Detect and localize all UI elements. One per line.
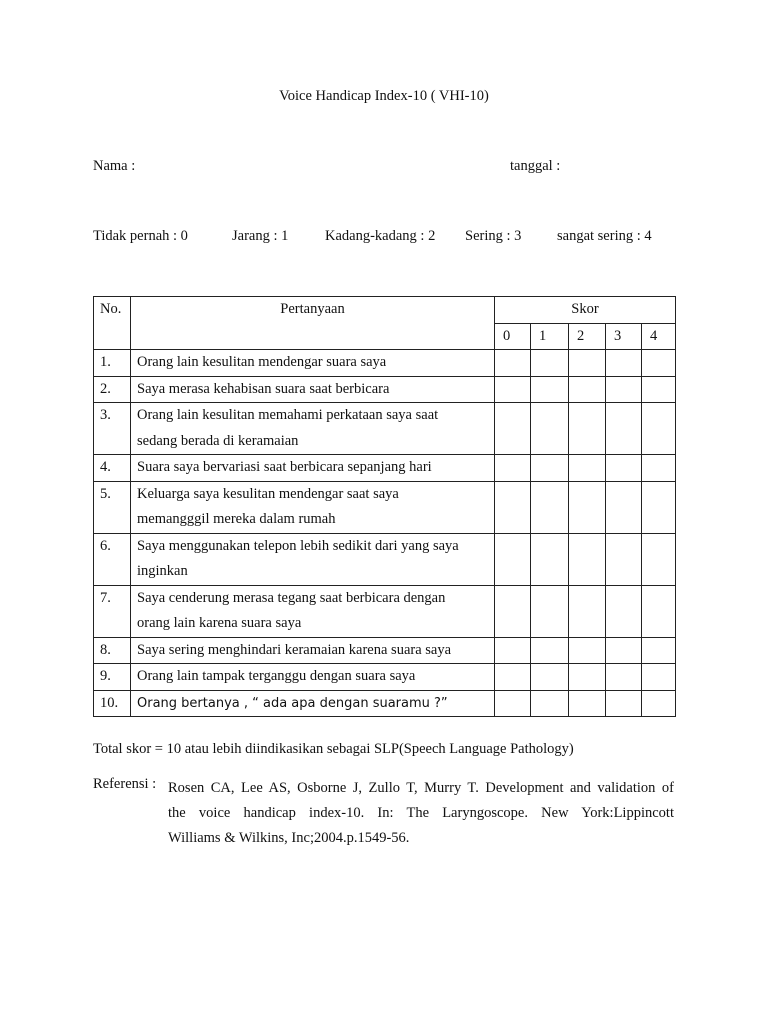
- score-cell-4[interactable]: [642, 455, 676, 482]
- question-number: 1.: [94, 350, 131, 377]
- score-cell-0[interactable]: [495, 690, 531, 717]
- header-no: No.: [94, 297, 131, 350]
- table-row: [94, 403, 676, 455]
- question-text: [131, 585, 495, 637]
- score-cell-1[interactable]: [531, 690, 569, 717]
- question-text: [131, 350, 495, 377]
- score-cell-1[interactable]: [531, 403, 569, 455]
- score-cell-0[interactable]: [495, 481, 531, 533]
- score-cell-3[interactable]: [606, 664, 642, 691]
- score-cell-0[interactable]: [495, 585, 531, 637]
- score-cell-3[interactable]: [606, 376, 642, 403]
- table-row: [94, 585, 676, 637]
- question-line: Saya cenderung merasa tegang saat berbicara dengan: [137, 589, 446, 606]
- score-cell-2[interactable]: [569, 455, 606, 482]
- table-row: [94, 455, 676, 482]
- table-row: [94, 533, 676, 585]
- score-cell-1[interactable]: [531, 664, 569, 691]
- question-number: 5.: [94, 481, 131, 533]
- scale-item-3: Sering : 3: [465, 228, 522, 244]
- score-cell-2[interactable]: [569, 376, 606, 403]
- score-cell-0[interactable]: [495, 455, 531, 482]
- question-number: 3.: [94, 403, 131, 455]
- score-cell-1[interactable]: [531, 585, 569, 637]
- score-cell-2[interactable]: [569, 350, 606, 377]
- question-line: Orang lain kesulitan memahami perkataan saya saat: [137, 407, 439, 423]
- question-line: Saya merasa kehabisan suara saat berbicara: [137, 380, 390, 397]
- score-cell-1[interactable]: [531, 455, 569, 482]
- score-cell-4[interactable]: [642, 585, 676, 637]
- score-cell-4[interactable]: [642, 637, 676, 664]
- score-cell-4[interactable]: [642, 350, 676, 377]
- score-cell-3[interactable]: [606, 455, 642, 482]
- score-cell-4[interactable]: [642, 481, 676, 533]
- name-field-label: Nama :: [93, 158, 136, 174]
- question-number: 10.: [94, 690, 131, 717]
- score-cell-2[interactable]: [569, 403, 606, 455]
- table-row: [94, 350, 676, 377]
- score-header-4: 4: [642, 323, 676, 350]
- score-cell-4[interactable]: [642, 403, 676, 455]
- reference-line-2: the voice handicap index-10. In: The Laryngoscope. New York:Lippincott: [168, 805, 674, 821]
- question-number: 9.: [94, 664, 131, 691]
- score-cell-4[interactable]: [642, 664, 676, 691]
- question-text: [131, 481, 495, 533]
- score-cell-0[interactable]: [495, 403, 531, 455]
- score-cell-2[interactable]: [569, 585, 606, 637]
- total-score-note: Total skor = 10 atau lebih diindikasikan sebagai SLP(Speech Language Pathology): [93, 741, 574, 757]
- question-line: Saya sering menghindari keramaian karena suara saya: [137, 641, 452, 658]
- question-text: [131, 664, 495, 691]
- question-text: [131, 376, 495, 403]
- table-row: [94, 376, 676, 403]
- question-line: orang lain karena suara saya: [137, 615, 302, 631]
- score-cell-2[interactable]: [569, 481, 606, 533]
- score-cell-3[interactable]: [606, 403, 642, 455]
- question-text: [131, 533, 495, 585]
- table-row: [94, 637, 676, 664]
- question-line: sedang berada di keramaian: [137, 432, 299, 449]
- question-line: Saya menggunakan telepon lebih sedikit dari yang saya: [137, 537, 459, 554]
- score-cell-2[interactable]: [569, 690, 606, 717]
- score-cell-4[interactable]: [642, 376, 676, 403]
- question-line: inginkan: [137, 563, 188, 579]
- question-line: Keluarga saya kesulitan mendengar saat saya: [137, 485, 399, 502]
- reference-label: Referensi :: [93, 776, 157, 792]
- reference-line-1: Rosen CA, Lee AS, Osborne J, Zullo T, Murry T. Development and validation of: [168, 780, 674, 796]
- scale-item-2: Kadang-kadang : 2: [325, 228, 436, 244]
- score-cell-3[interactable]: [606, 690, 642, 717]
- score-cell-1[interactable]: [531, 533, 569, 585]
- question-number: 2.: [94, 376, 131, 403]
- question-line: Suara saya bervariasi saat berbicara sepanjang hari: [137, 459, 432, 475]
- score-header-2: 2: [569, 323, 606, 350]
- scale-item-0: Tidak pernah : 0: [93, 228, 188, 244]
- question-number: 4.: [94, 455, 131, 482]
- score-cell-3[interactable]: [606, 585, 642, 637]
- questionnaire-table: [93, 296, 676, 717]
- score-cell-4[interactable]: [642, 533, 676, 585]
- question-line: memangggil mereka dalam rumah: [137, 511, 336, 527]
- table-row: [94, 690, 676, 717]
- score-header-3: 3: [606, 323, 642, 350]
- score-cell-0[interactable]: [495, 533, 531, 585]
- score-header-1: 1: [531, 323, 569, 350]
- question-text: [131, 637, 495, 664]
- header-score: Skor: [495, 297, 676, 324]
- question-text: [131, 690, 495, 717]
- score-cell-1[interactable]: [531, 350, 569, 377]
- score-cell-3[interactable]: [606, 533, 642, 585]
- question-text: [131, 403, 495, 455]
- question-number: 7.: [94, 585, 131, 637]
- scale-item-1: Jarang : 1: [232, 228, 289, 244]
- score-cell-0[interactable]: [495, 376, 531, 403]
- score-cell-3[interactable]: [606, 350, 642, 377]
- document-title: Voice Handicap Index-10 ( VHI-10): [279, 88, 489, 104]
- question-line: Orang bertanya , “ ada apa dengan suaramu ?”: [137, 695, 448, 711]
- score-cell-0[interactable]: [495, 664, 531, 691]
- table-row: [94, 664, 676, 691]
- score-cell-1[interactable]: [531, 481, 569, 533]
- question-number: 8.: [94, 637, 131, 664]
- score-cell-0[interactable]: [495, 637, 531, 664]
- score-cell-2[interactable]: [569, 637, 606, 664]
- question-text: [131, 455, 495, 482]
- table-row: [94, 481, 676, 533]
- score-cell-3[interactable]: [606, 481, 642, 533]
- scale-item-4: sangat sering : 4: [557, 228, 652, 244]
- question-number: 6.: [94, 533, 131, 585]
- score-cell-1[interactable]: [531, 637, 569, 664]
- score-cell-1[interactable]: [531, 376, 569, 403]
- question-line: Orang lain kesulitan mendengar suara saya: [137, 354, 387, 370]
- question-line: Orang lain tampak terganggu dengan suara saya: [137, 668, 416, 684]
- score-cell-2[interactable]: [569, 664, 606, 691]
- score-cell-0[interactable]: [495, 350, 531, 377]
- reference-line-3: Williams & Wilkins, Inc;2004.p.1549-56.: [168, 830, 410, 846]
- score-header-0: 0: [495, 323, 531, 350]
- score-cell-3[interactable]: [606, 637, 642, 664]
- date-field-label: tanggal :: [510, 158, 561, 174]
- header-question: Pertanyaan: [131, 297, 495, 350]
- score-cell-2[interactable]: [569, 533, 606, 585]
- score-cell-4[interactable]: [642, 690, 676, 717]
